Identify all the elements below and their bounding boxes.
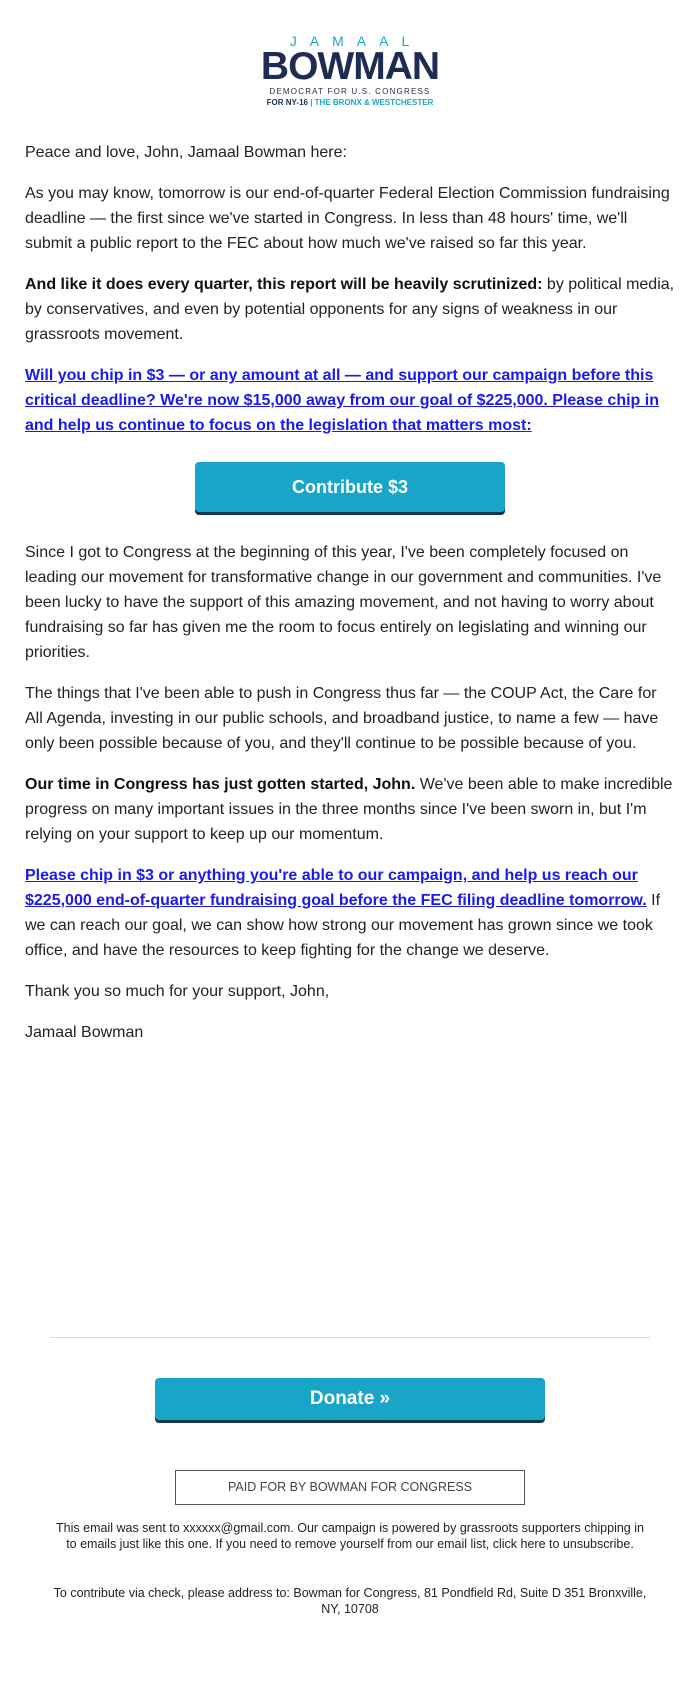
logo-district — [0, 97, 700, 109]
momentum-rest: We've been able to make incredible progress on many important issues in the three months since I've been sworn in, but I'm relying on your support to keep up our momentum. — [25, 776, 673, 843]
paid-for-disclaimer: PAID FOR BY BOWMAN FOR CONGRESS — [175, 1470, 525, 1505]
paragraph-focus: Since I got to Congress at the beginning of this year, I've been completely focused on leading our movement for transformative change in our government and communities. I've been lucky to have the support of this amazing movement, and not having to worry about fundraising so far has given me the room to focus entirely on legislating and winning our priorities. — [25, 544, 662, 661]
footer-divider — [50, 1337, 650, 1338]
goal-rest: If we can reach our goal, we can show how strong our movement has grown since we took office, and have the resources to keep fighting for the change we deserve. — [25, 892, 661, 959]
paragraph-momentum — [25, 772, 675, 847]
goal-link[interactable]: Please chip in $3 or anything you're able to our campaign, and help us reach our $225,000 end-of-quarter fundraising goal before the FEC filing deadline tomorrow. — [25, 867, 647, 909]
donate-button[interactable]: Donate » — [155, 1378, 545, 1420]
greeting: Peace and love, John, Jamaal Bowman here: — [25, 144, 347, 161]
logo-district-a: FOR NY-16 — [266, 98, 308, 107]
paragraph-accomplishments: The things that I've been able to push in Congress thus far — the COUP Act, the Care for All Agenda, investing in our public schools, and broadband justice, to name a few — have only been possible because of you, and they'll continue to be possible because of you. — [25, 685, 659, 752]
paragraph-scrutiny — [25, 272, 675, 347]
scrutiny-bold: And like it does every quarter, this report will be heavily scrutinized: — [25, 276, 543, 293]
thanks-line: Thank you so much for your support, John, — [25, 983, 330, 1000]
paragraph-goal — [25, 863, 675, 963]
paragraph-ask — [25, 363, 675, 438]
logo-first-name: JAMAAL — [289, 33, 423, 49]
momentum-bold: Our time in Congress has just gotten started, John. — [25, 776, 416, 793]
contribute-button[interactable]: Contribute $3 — [195, 462, 505, 512]
logo-district-sep: | — [307, 98, 315, 107]
contribute-button-wrap — [25, 462, 675, 512]
scrutiny-rest: by political media, by conservatives, and even by potential opponents for any signs of weakness in our grassroots movement. — [25, 276, 675, 343]
chip-in-link[interactable]: Will you chip in $3 — or any amount at all — and support our campaign before this critical deadline? We're now $15,000 away from our goal of $225,000. Please chip in and help us continue to focus on the legislation that matters most: — [25, 367, 659, 434]
logo-last-name: BOWMAN — [260, 45, 440, 88]
email-body — [25, 140, 675, 1061]
logo-district-b: THE BRONX & WESTCHESTER — [314, 98, 434, 107]
paragraph-deadline: As you may know, tomorrow is our end-of-quarter Federal Election Commission fundraising deadline — the first since we've started in Congress. In less than 48 hours' time, we'll submit a public report to the FEC about how much we've raised so far this year. — [25, 185, 670, 252]
check-address: To contribute via check, please address to: Bowman for Congress, 81 Pondfield Rd, Suite D 351 Bronxville, NY, 10708 — [53, 1586, 647, 1616]
unsubscribe-notice[interactable]: This email was sent to xxxxxx@gmail.com. Our campaign is powered by grassroots supporters chipping in to emails just like this one. If you need to remove yourself from our email list, click here to unsubscribe. — [56, 1521, 644, 1551]
campaign-logo — [0, 34, 700, 109]
logo-subtitle: DEMOCRAT FOR U.S. CONGRESS — [269, 87, 431, 96]
signature: Jamaal Bowman — [25, 1024, 144, 1041]
